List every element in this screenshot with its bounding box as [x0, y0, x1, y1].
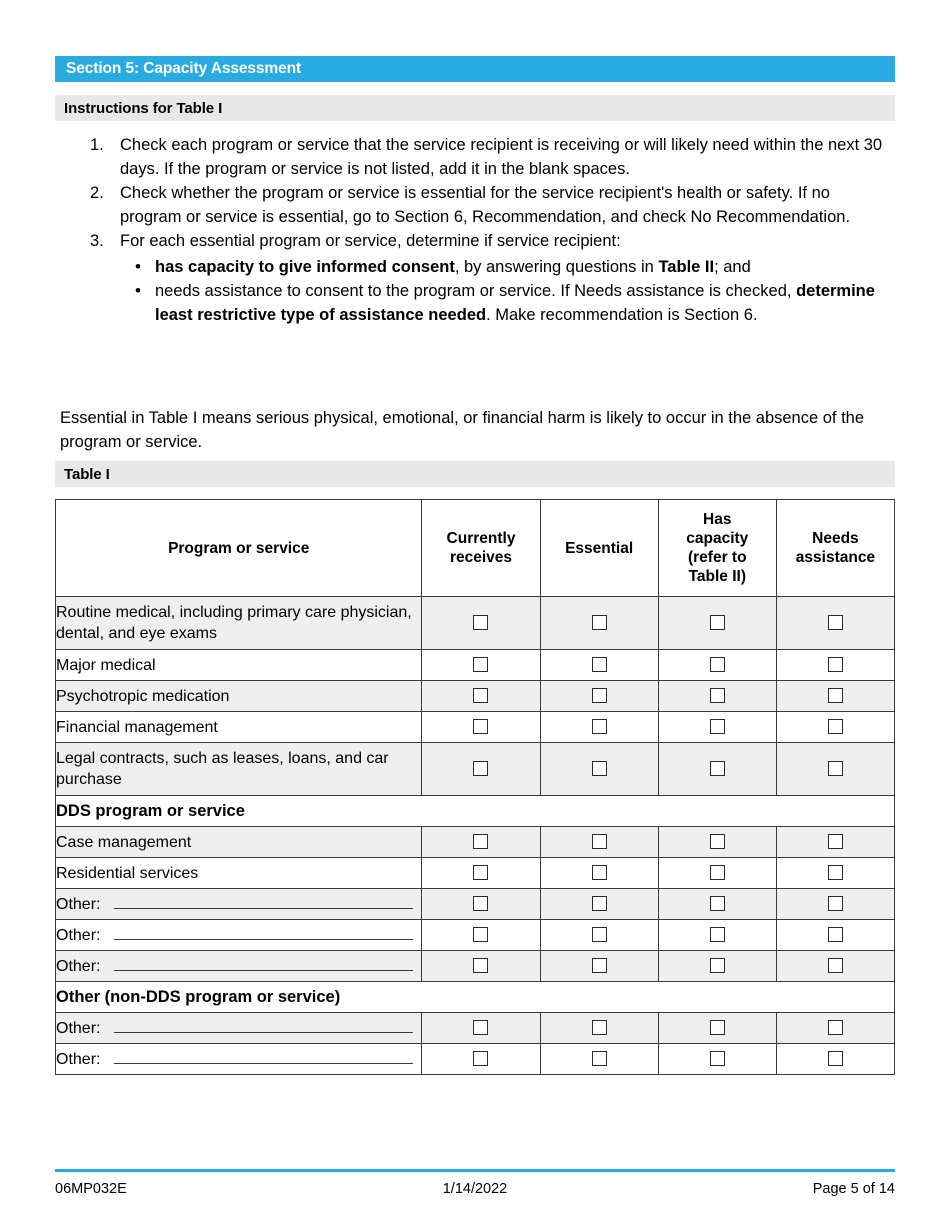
checkbox-has-capacity[interactable] [710, 761, 725, 776]
column-header-has-capacity-line-4: Table II) [688, 568, 746, 585]
table-i [55, 499, 895, 1075]
checkbox-essential-cell[interactable] [540, 827, 658, 858]
table-row [56, 889, 895, 920]
sub-bullet-2-lead: needs assistance to consent to the program or service. If Needs assistance is checked, [155, 282, 797, 300]
checkbox-currently-receives[interactable] [473, 896, 488, 911]
checkbox-needs-assistance-cell[interactable] [776, 650, 894, 681]
checkbox-needs-assistance-cell[interactable] [776, 1044, 894, 1075]
instructions-header-bar [55, 95, 895, 121]
sub-bullet-1-text [155, 255, 895, 279]
checkbox-has-capacity[interactable] [710, 927, 725, 942]
other-text-input[interactable] [114, 1017, 413, 1033]
checkbox-currently-receives[interactable] [473, 958, 488, 973]
table-section-header-label: DDS program or service [56, 796, 895, 827]
other-label: Other: [56, 958, 101, 975]
checkbox-has-capacity-cell[interactable] [658, 681, 776, 712]
checkbox-currently-receives-cell[interactable] [422, 889, 540, 920]
table-row [56, 951, 895, 982]
table-row [56, 681, 895, 712]
row-label-cell: Case management [56, 827, 422, 858]
checkbox-needs-assistance[interactable] [828, 896, 843, 911]
bullet-icon: • [135, 281, 141, 300]
checkbox-essential-cell[interactable] [540, 920, 658, 951]
checkbox-essential[interactable] [592, 834, 607, 849]
checkbox-needs-assistance[interactable] [828, 719, 843, 734]
row-label-cell [56, 889, 422, 920]
checkbox-has-capacity-cell[interactable] [658, 712, 776, 743]
checkbox-essential[interactable] [592, 958, 607, 973]
checkbox-has-capacity[interactable] [710, 719, 725, 734]
row-label-cell [56, 1044, 422, 1075]
row-label-cell [56, 920, 422, 951]
checkbox-essential[interactable] [592, 688, 607, 703]
instruction-marker-3: 3. [90, 232, 104, 250]
checkbox-essential-cell[interactable] [540, 1044, 658, 1075]
checkbox-essential[interactable] [592, 927, 607, 942]
table-row [56, 1044, 895, 1075]
checkbox-has-capacity-cell[interactable] [658, 743, 776, 796]
checkbox-essential-cell[interactable] [540, 681, 658, 712]
checkbox-has-capacity-cell[interactable] [658, 889, 776, 920]
checkbox-currently-receives-cell[interactable] [422, 920, 540, 951]
checkbox-essential-cell[interactable] [540, 712, 658, 743]
checkbox-needs-assistance-cell[interactable] [776, 681, 894, 712]
row-label-cell: Psychotropic medication [56, 681, 422, 712]
checkbox-needs-assistance[interactable] [828, 1020, 843, 1035]
checkbox-has-capacity-cell[interactable] [658, 1044, 776, 1075]
section-title: Section 5: Capacity Assessment [66, 60, 302, 77]
essential-definition-note: Essential in Table I means serious physical, emotional, or financial harm is likely to occur in the absence of the program or service. [60, 409, 865, 451]
table-row [56, 712, 895, 743]
column-header-has-capacity [658, 500, 776, 597]
checkbox-needs-assistance[interactable] [828, 958, 843, 973]
checkbox-has-capacity[interactable] [710, 958, 725, 973]
checkbox-needs-assistance[interactable] [828, 1051, 843, 1066]
instruction-text-2: Check whether the program or service is essential for the service recipient's health or safety. If no program or service is essential, go to Section 6, Recommendation, and check No Recommendation. [120, 184, 851, 226]
checkbox-currently-receives[interactable] [473, 615, 488, 630]
column-header-program-or-service [56, 500, 422, 597]
table-header-row [56, 500, 895, 597]
other-text-input[interactable] [114, 955, 413, 971]
checkbox-has-capacity-cell[interactable] [658, 650, 776, 681]
checkbox-currently-receives[interactable] [473, 1051, 488, 1066]
footer-rule [55, 1169, 895, 1172]
checkbox-essential[interactable] [592, 1020, 607, 1035]
column-header-needs-assistance-line-1: Needs [812, 530, 859, 547]
table-row [56, 827, 895, 858]
table-i-wrapper [55, 499, 895, 1075]
table-body [56, 597, 895, 1075]
instruction-marker-2: 2. [90, 184, 104, 202]
checkbox-essential[interactable] [592, 615, 607, 630]
column-header-currently-receives [422, 500, 540, 597]
checkbox-has-capacity[interactable] [710, 615, 725, 630]
table-row [56, 858, 895, 889]
checkbox-has-capacity[interactable] [710, 688, 725, 703]
column-header-has-capacity-line-1: Has [703, 511, 732, 528]
checkbox-currently-receives-cell[interactable] [422, 1044, 540, 1075]
row-label-cell: Legal contracts, such as leases, loans, and car purchase [56, 743, 422, 796]
column-header-program-or-service-line-1: Program or service [168, 539, 310, 557]
checkbox-currently-receives[interactable] [473, 834, 488, 849]
column-header-currently-receives-line-1: Currently [446, 530, 516, 547]
checkbox-needs-assistance[interactable] [828, 834, 843, 849]
sub-bullet-2 [135, 279, 895, 327]
footer-page-number: Page 5 of 14 [812, 1181, 895, 1197]
table-row [56, 650, 895, 681]
checkbox-currently-receives[interactable] [473, 657, 488, 672]
checkbox-currently-receives[interactable] [473, 719, 488, 734]
sub-bullet-1 [135, 255, 895, 279]
column-header-has-capacity-line-2: capacity [686, 530, 749, 547]
checkbox-needs-assistance[interactable] [828, 927, 843, 942]
checkbox-essential[interactable] [592, 719, 607, 734]
checkbox-currently-receives-cell[interactable] [422, 597, 540, 650]
instruction-text-3: For each essential program or service, determine if service recipient: [120, 232, 621, 250]
checkbox-has-capacity[interactable] [710, 657, 725, 672]
checkbox-has-capacity[interactable] [710, 834, 725, 849]
checkbox-essential[interactable] [592, 657, 607, 672]
column-header-essential-line-1: Essential [565, 539, 634, 557]
instruction-item-1 [90, 133, 895, 181]
instruction-sub-bullets [90, 255, 895, 327]
sub-bullet-1-mid: , by answering questions in [454, 258, 659, 276]
row-label-cell: Financial management [56, 712, 422, 743]
checkbox-needs-assistance[interactable] [828, 761, 843, 776]
checkbox-currently-receives[interactable] [473, 688, 488, 703]
checkbox-has-capacity-cell[interactable] [658, 858, 776, 889]
bullet-icon: • [135, 257, 141, 276]
sub-bullet-1-bold-lead: has capacity to give informed consent [155, 258, 455, 276]
column-header-has-capacity-line-3: (refer to [687, 549, 747, 566]
column-header-needs-assistance-line-2: assistance [795, 549, 876, 566]
table-section-header-label: Other (non-DDS program or service) [56, 982, 895, 1013]
checkbox-essential-cell[interactable] [540, 650, 658, 681]
other-fill-in-row [56, 1048, 421, 1070]
checkbox-currently-receives-cell[interactable] [422, 951, 540, 982]
column-header-needs-assistance [776, 500, 894, 597]
other-fill-in-row [56, 955, 421, 977]
checkbox-needs-assistance-cell[interactable] [776, 827, 894, 858]
table-section-header-row [56, 982, 895, 1013]
checkbox-essential[interactable] [592, 1051, 607, 1066]
checkbox-currently-receives-cell[interactable] [422, 712, 540, 743]
sub-bullet-2-text [155, 279, 895, 327]
sub-bullet-2-tail: . Make recommendation is Section 6. [486, 306, 758, 324]
instruction-text-1: Check each program or service that the service recipient is receiving or will likely need within the next 30 days. If the program or service is not listed, add it in the blank spaces. [120, 136, 883, 178]
instructions-list [90, 133, 895, 327]
sub-bullet-1-bold-mid: Table II [658, 258, 715, 276]
checkbox-currently-receives-cell[interactable] [422, 743, 540, 796]
table-row [56, 743, 895, 796]
instruction-marker-1: 1. [90, 136, 104, 154]
checkbox-has-capacity-cell[interactable] [658, 1013, 776, 1044]
checkbox-essential-cell[interactable] [540, 951, 658, 982]
checkbox-needs-assistance[interactable] [828, 688, 843, 703]
other-label: Other: [56, 1051, 101, 1068]
page-footer [55, 1181, 895, 1197]
checkbox-needs-assistance[interactable] [828, 865, 843, 880]
checkbox-currently-receives[interactable] [473, 865, 488, 880]
checkbox-needs-assistance-cell[interactable] [776, 597, 894, 650]
checkbox-needs-assistance-cell[interactable] [776, 858, 894, 889]
instructions-heading: Instructions for Table I [64, 99, 223, 117]
table-label-bar [55, 461, 895, 487]
instruction-item-2 [90, 181, 895, 229]
checkbox-essential-cell[interactable] [540, 597, 658, 650]
checkbox-has-capacity[interactable] [710, 865, 725, 880]
row-label-cell: Routine medical, including primary care physician, dental, and eye exams [56, 597, 422, 650]
footer-date: 1/14/2022 [442, 1181, 508, 1197]
checkbox-needs-assistance-cell[interactable] [776, 951, 894, 982]
sub-bullet-2-bold-mid: determine least restrictive type of assistance needed [155, 282, 875, 324]
footer-form-number: 06MP032E [55, 1181, 127, 1197]
table-row [56, 597, 895, 650]
checkbox-essential-cell[interactable] [540, 858, 658, 889]
row-label-cell: Residential services [56, 858, 422, 889]
checkbox-currently-receives-cell[interactable] [422, 1013, 540, 1044]
other-fill-in-row [56, 924, 421, 946]
checkbox-has-capacity[interactable] [710, 896, 725, 911]
checkbox-currently-receives[interactable] [473, 927, 488, 942]
row-label-cell: Major medical [56, 650, 422, 681]
sub-bullet-1-tail: ; and [714, 258, 751, 276]
checkbox-needs-assistance-cell[interactable] [776, 712, 894, 743]
table-row [56, 1013, 895, 1044]
other-fill-in-row [56, 893, 421, 915]
checkbox-currently-receives-cell[interactable] [422, 858, 540, 889]
checkbox-needs-assistance[interactable] [828, 657, 843, 672]
instruction-item-3 [90, 229, 895, 253]
checkbox-essential-cell[interactable] [540, 889, 658, 920]
other-text-input[interactable] [114, 1048, 413, 1064]
checkbox-has-capacity-cell[interactable] [658, 951, 776, 982]
other-label: Other: [56, 1020, 101, 1037]
row-label-cell [56, 1013, 422, 1044]
table-label: Table I [64, 465, 110, 483]
other-label: Other: [56, 896, 101, 913]
checkbox-has-capacity-cell[interactable] [658, 827, 776, 858]
checkbox-has-capacity-cell[interactable] [658, 597, 776, 650]
checkbox-essential[interactable] [592, 865, 607, 880]
checkbox-has-capacity[interactable] [710, 1020, 725, 1035]
checkbox-currently-receives[interactable] [473, 1020, 488, 1035]
other-text-input[interactable] [114, 924, 413, 940]
other-label: Other: [56, 927, 101, 944]
checkbox-needs-assistance-cell[interactable] [776, 920, 894, 951]
checkbox-needs-assistance[interactable] [828, 615, 843, 630]
checkbox-has-capacity[interactable] [710, 1051, 725, 1066]
checkbox-currently-receives[interactable] [473, 761, 488, 776]
checkbox-currently-receives-cell[interactable] [422, 650, 540, 681]
checkbox-essential-cell[interactable] [540, 743, 658, 796]
checkbox-needs-assistance-cell[interactable] [776, 889, 894, 920]
checkbox-essential[interactable] [592, 761, 607, 776]
other-fill-in-row [56, 1017, 421, 1039]
checkbox-currently-receives-cell[interactable] [422, 681, 540, 712]
table-section-header-row [56, 796, 895, 827]
table-row [56, 920, 895, 951]
checkbox-currently-receives-cell[interactable] [422, 827, 540, 858]
checkbox-needs-assistance-cell[interactable] [776, 743, 894, 796]
checkbox-essential[interactable] [592, 896, 607, 911]
other-text-input[interactable] [114, 893, 413, 909]
section-header-bar [55, 56, 895, 82]
checkbox-has-capacity-cell[interactable] [658, 920, 776, 951]
row-label-cell [56, 951, 422, 982]
column-header-essential [540, 500, 658, 597]
column-header-currently-receives-line-2: receives [449, 549, 513, 566]
checkbox-needs-assistance-cell[interactable] [776, 1013, 894, 1044]
checkbox-essential-cell[interactable] [540, 1013, 658, 1044]
